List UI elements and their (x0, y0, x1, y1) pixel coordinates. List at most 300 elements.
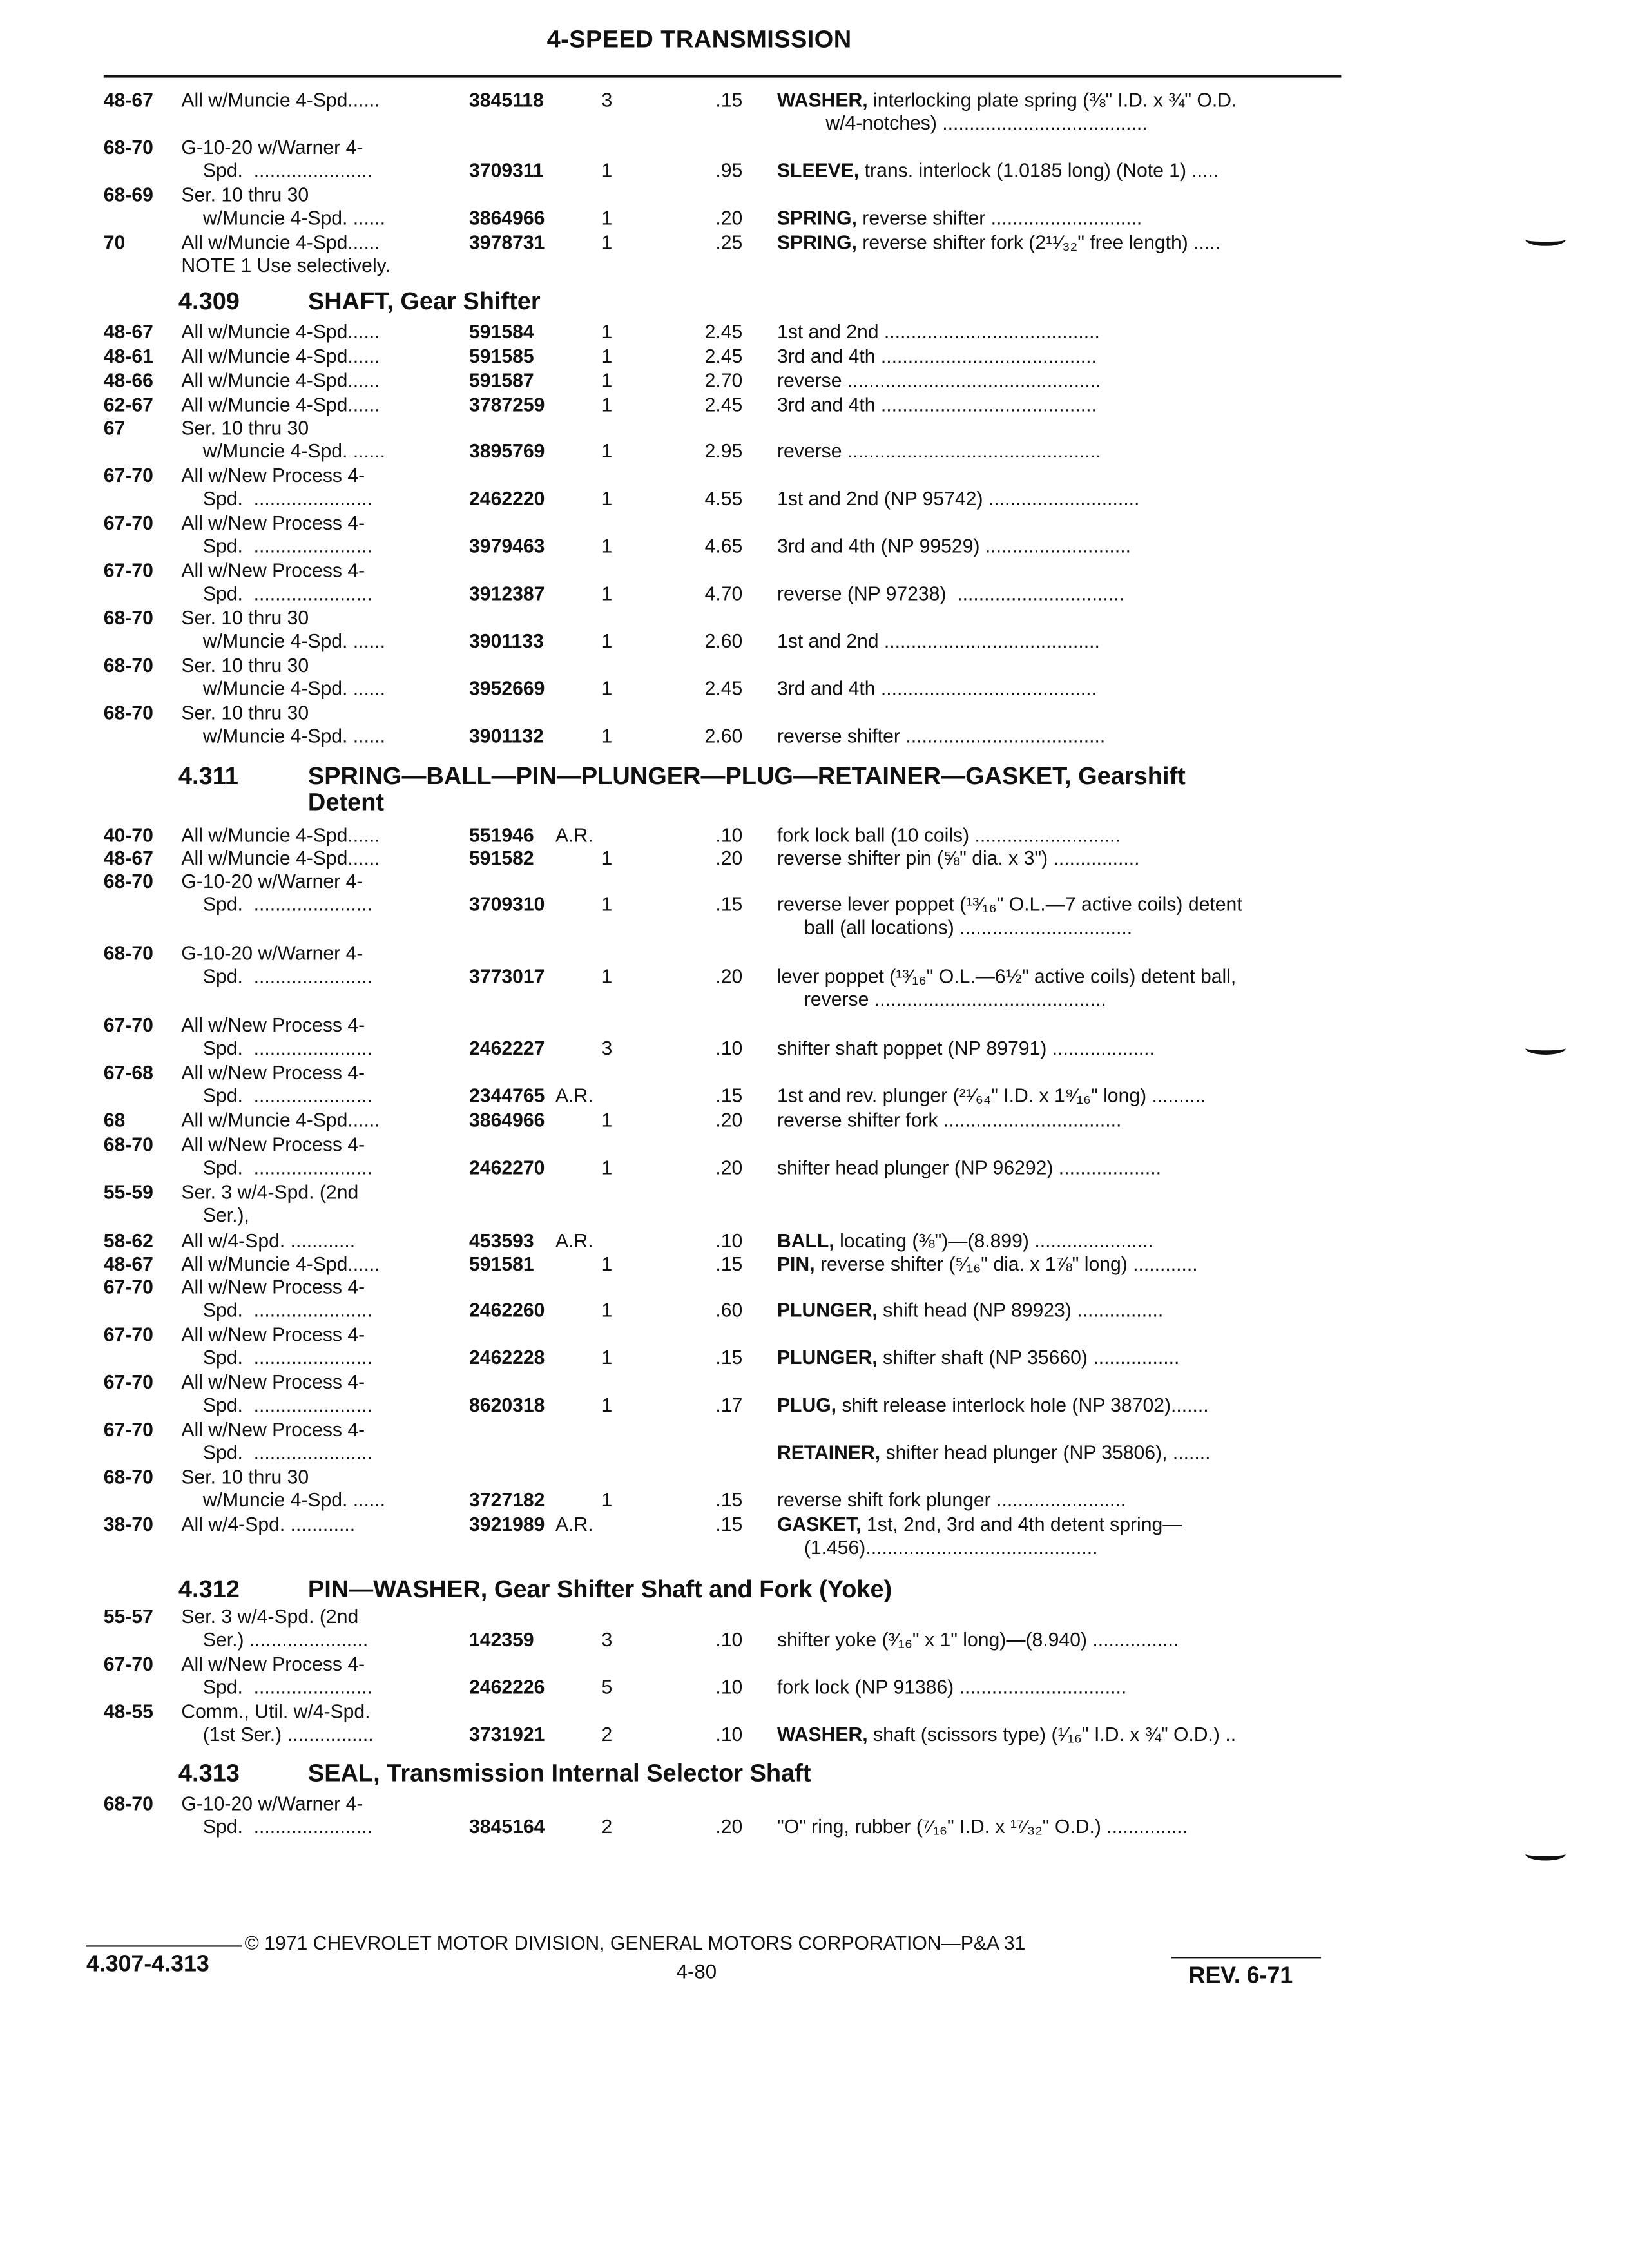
part-number: 2462228 (469, 1347, 545, 1369)
description (777, 1110, 1121, 1133)
model-years: 48-67 (103, 89, 153, 111)
part-number: 453593 (469, 1230, 534, 1252)
model-years: 68-70 (103, 655, 153, 677)
quantity: 1 (601, 1157, 613, 1179)
application: Spd. ...................... (181, 582, 372, 604)
part-number: 3895769 (469, 440, 545, 462)
description (777, 917, 1132, 940)
application: All w/New Process 4- (181, 1014, 365, 1036)
quantity: 1 (601, 369, 613, 392)
price: .15 (715, 1489, 743, 1511)
description-text: 3rd and 4th ........................................ (776, 345, 1097, 367)
model-years: 68 (103, 1109, 126, 1131)
description (777, 488, 1139, 511)
price: .17 (715, 1394, 743, 1416)
description-text: shift release interlock hole (NP 38702)....... (836, 1394, 1209, 1416)
model-years: 67-70 (103, 512, 153, 534)
section-number: 4.312 (178, 1575, 240, 1603)
section-number: 4.313 (178, 1760, 240, 1787)
application: w/Muncie 4-Spd. ...... (181, 440, 386, 462)
application: Ser. 3 w/4-Spd. (2nd (181, 1181, 359, 1203)
description-text: 1st and 2nd ........................................ (776, 321, 1100, 343)
application: w/Muncie 4-Spd. ...... (181, 677, 386, 700)
description-text: shifter yoke (³⁄₁₆" x 1" long)—(8.940) ................ (776, 1629, 1179, 1651)
model-years: 68-70 (103, 1466, 153, 1488)
part-number: 142359 (469, 1629, 534, 1651)
price: 2.45 (704, 394, 743, 416)
quantity: 1 (601, 231, 613, 254)
description (777, 1537, 1098, 1560)
model-years: 48-67 (103, 1253, 153, 1275)
description (777, 965, 1236, 988)
application: Spd. ...................... (181, 1037, 372, 1059)
description (777, 1724, 1236, 1747)
description (777, 1677, 1126, 1700)
model-years: 48-55 (103, 1700, 153, 1723)
description-text: shifter shaft poppet (NP 89791) ................... (776, 1037, 1155, 1059)
application: All w/4-Spd. ............ (181, 1514, 356, 1535)
quantity: 1 (601, 488, 613, 510)
application: Spd. ...................... (181, 1676, 372, 1698)
description-text: reverse shifter ..................................... (776, 725, 1106, 747)
application: G-10-20 w/Warner 4- (181, 870, 363, 892)
part-number: 3901132 (469, 725, 544, 747)
model-years: 48-61 (103, 345, 153, 367)
quantity: 1 (601, 321, 613, 343)
price: .10 (715, 1230, 743, 1252)
description (777, 1629, 1179, 1652)
model-years: 67-70 (103, 1653, 153, 1675)
description (777, 440, 1101, 463)
section-title: SEAL, Transmission Internal Selector Shaft (307, 1760, 811, 1787)
part-number: 3773017 (469, 965, 545, 987)
description-text: ball (all locations) ................................ (776, 916, 1133, 939)
description-keyword: PLUNGER, (776, 1347, 878, 1369)
application: G-10-20 w/Warner 4- (181, 1792, 363, 1815)
application: All w/Muncie 4-Spd...... (181, 847, 380, 869)
description (777, 1816, 1188, 1839)
description-text: 1st and 2nd (NP 95742) ............................ (776, 488, 1140, 510)
application: G-10-20 w/Warner 4- (181, 942, 363, 965)
quantity: 1 (601, 847, 613, 869)
description (777, 1300, 1163, 1323)
price: 2.45 (704, 345, 743, 367)
quantity: 3 (601, 1629, 613, 1651)
application: Ser. 3 w/4-Spd. (2nd (181, 1606, 359, 1628)
description-text: 1st and 2nd ........................................ (776, 630, 1100, 652)
quantity: 1 (601, 630, 613, 652)
price: .10 (715, 1676, 743, 1698)
quantity: 3 (601, 1037, 613, 1059)
application: All w/New Process 4- (181, 1323, 365, 1346)
description (777, 1085, 1206, 1108)
model-years: 48-67 (103, 321, 153, 343)
application: G-10-20 w/Warner 4- (181, 137, 363, 159)
price: .25 (715, 231, 743, 254)
description-text: reverse ............................................... (776, 369, 1101, 392)
quantity: 1 (601, 1489, 613, 1511)
quantity: 1 (601, 159, 613, 182)
quantity: 1 (601, 345, 613, 367)
description (777, 1230, 1153, 1253)
model-years: 68-70 (103, 702, 153, 724)
price: 4.70 (704, 582, 743, 604)
model-years: 67-70 (103, 465, 153, 486)
description-text: reverse shift fork plunger ........................ (776, 1489, 1126, 1511)
description-text: shifter head plunger (NP 96292) ................... (776, 1157, 1161, 1179)
description (777, 345, 1097, 369)
application: All w/Muncie 4-Spd...... (181, 1109, 380, 1131)
model-years: 58-62 (103, 1230, 153, 1252)
model-years: 70 (103, 231, 126, 254)
description-text: reverse ............................................... (776, 440, 1101, 462)
description-text: 1st and rev. plunger (²¹⁄₆₄" I.D. x 1⁹⁄₁₆" long) .......... (776, 1084, 1206, 1107)
model-years: 68-70 (103, 1133, 153, 1156)
description-keyword: SLEEVE, (776, 159, 860, 182)
quantity: 1 (601, 1299, 613, 1321)
application: Ser.) ...................... (181, 1629, 369, 1651)
quantity: 1 (601, 1253, 613, 1275)
description-text: reverse shifter fork (2¹¹⁄₃₂" free length) ..... (856, 231, 1221, 254)
application: Spd. ...................... (181, 1394, 372, 1416)
application: All w/Muncie 4-Spd...... (181, 824, 380, 847)
description (777, 894, 1242, 917)
application: All w/New Process 4- (181, 1653, 365, 1675)
description-text: w/4-notches) ...................................... (776, 112, 1148, 134)
part-number: 591584 (469, 321, 534, 343)
section-number: 4.309 (178, 287, 240, 316)
price: 4.65 (704, 535, 743, 557)
application: All w/New Process 4- (181, 465, 365, 486)
part-number: 3731921 (469, 1724, 545, 1745)
description (777, 1253, 1198, 1276)
price: .15 (715, 1253, 743, 1275)
part-number: 2462220 (469, 488, 545, 510)
price: .10 (715, 1724, 743, 1745)
application: Spd. ...................... (181, 893, 372, 916)
application: Spd. ...................... (181, 1816, 372, 1838)
application: All w/New Process 4- (181, 1276, 365, 1298)
description-text: fork lock (NP 91386) ............................... (776, 1676, 1127, 1698)
model-years: 40-70 (103, 824, 153, 847)
application: Ser. 10 thru 30 (181, 702, 309, 724)
application: All w/New Process 4- (181, 559, 365, 582)
application: NOTE 1 Use selectively. (181, 255, 390, 276)
model-years: 48-67 (103, 847, 153, 869)
part-number: 3727182 (469, 1489, 545, 1511)
model-years: 67 (103, 417, 126, 439)
application: All w/New Process 4- (181, 1418, 365, 1441)
model-years: 48-66 (103, 369, 153, 392)
application: w/Muncie 4-Spd. ...... (181, 630, 386, 652)
footer-page-range: 4.307-4.313 (86, 1952, 209, 1977)
description (777, 1394, 1209, 1418)
part-number: 3912387 (469, 582, 545, 604)
part-number: 2462260 (469, 1299, 545, 1321)
application: w/Muncie 4-Spd. ...... (181, 1489, 386, 1511)
price: .60 (715, 1299, 743, 1321)
part-number: 2462227 (469, 1037, 545, 1059)
part-number: 2462226 (469, 1676, 545, 1698)
application: Spd. ...................... (181, 965, 372, 987)
description-text: 3rd and 4th ........................................ (776, 394, 1097, 416)
application: Ser. 10 thru 30 (181, 655, 309, 677)
quantity: 2 (601, 1724, 613, 1745)
application: Spd. ...................... (181, 1084, 372, 1107)
header-rule (104, 75, 1342, 77)
description-text: "O" ring, rubber (⁷⁄₁₆" I.D. x ¹⁷⁄₃₂" O.D.) ............... (776, 1816, 1188, 1838)
description-keyword: WASHER, (776, 1724, 868, 1745)
description-keyword: WASHER, (776, 89, 868, 111)
price: .95 (715, 159, 743, 182)
quantity: 1 (601, 394, 613, 416)
application: All w/Muncie 4-Spd...... (181, 369, 380, 392)
application: All w/New Process 4- (181, 1062, 365, 1084)
description (777, 678, 1097, 701)
description-text: reverse shifter (⁵⁄₁₆" dia. x 1⅞" long) ............ (815, 1253, 1198, 1275)
description-text: reverse (NP 97238) ............................... (776, 582, 1124, 604)
part-number: 3864966 (469, 207, 545, 229)
description-text: (1.456)........................................... (776, 1537, 1098, 1559)
price: .15 (715, 893, 743, 916)
quantity: 1 (601, 1347, 613, 1369)
description (777, 630, 1100, 653)
quantity: 1 (601, 207, 613, 229)
part-number: 3845164 (469, 1816, 545, 1838)
footer-rule-right (1171, 1957, 1321, 1958)
part-number: 591581 (469, 1253, 534, 1275)
application: All w/New Process 4- (181, 1371, 365, 1393)
section-title: SHAFT, Gear Shifter (307, 287, 541, 316)
part-number: 3901133 (469, 630, 544, 652)
model-years: 67-70 (103, 559, 153, 582)
footer-revision: REV. 6-71 (1188, 1964, 1293, 1989)
description (777, 89, 1237, 112)
application: All w/Muncie 4-Spd...... (181, 394, 380, 416)
description-text: 1st, 2nd, 3rd and 4th detent spring— (861, 1514, 1182, 1535)
application: Spd. ...................... (181, 488, 372, 510)
application: Spd. ...................... (181, 159, 372, 182)
part-number: 3864966 (469, 1109, 545, 1131)
model-years: 38-70 (103, 1514, 153, 1535)
quantity: A.R. (555, 1084, 593, 1107)
model-years: 67-70 (103, 1276, 153, 1298)
description-keyword: SPRING, (776, 207, 857, 229)
application: Ser.), (181, 1204, 249, 1226)
price: .15 (715, 1347, 743, 1369)
part-number: 8620318 (469, 1394, 545, 1416)
description (777, 112, 1148, 135)
quantity: 1 (601, 725, 613, 747)
description-keyword: PLUG, (776, 1394, 837, 1416)
application: Ser. 10 thru 30 (181, 607, 309, 629)
part-number: 3709310 (469, 893, 545, 916)
price: 2.95 (704, 440, 743, 462)
part-number: 3709311 (469, 159, 544, 182)
price: .20 (715, 847, 743, 869)
description (777, 160, 1219, 183)
description-text: reverse shifter pin (⅝" dia. x 3") ................ (776, 847, 1140, 869)
model-years: 55-59 (103, 1181, 153, 1203)
description-text: locating (⅜")—(8.899) ...................... (834, 1230, 1153, 1252)
description (777, 370, 1101, 393)
description (777, 1037, 1155, 1061)
description-text: shaft (scissors type) (¹⁄₁₆" I.D. x ¾" O.D.) .. (867, 1724, 1237, 1745)
binder-mark (1525, 1042, 1566, 1055)
application: Ser. 10 thru 30 (181, 417, 309, 439)
part-number: 3787259 (469, 394, 545, 416)
description (777, 232, 1220, 255)
model-years: 68-70 (103, 137, 153, 159)
part-number: 2462270 (469, 1157, 545, 1179)
model-years: 55-57 (103, 1606, 153, 1628)
price: .15 (715, 1084, 743, 1107)
description (777, 726, 1105, 749)
price: 4.55 (704, 488, 743, 510)
application: All w/New Process 4- (181, 512, 365, 534)
price: 2.45 (704, 677, 743, 700)
quantity: 5 (601, 1676, 613, 1698)
quantity: A.R. (555, 1230, 593, 1252)
model-years: 67-70 (103, 1418, 153, 1441)
price: .20 (715, 965, 743, 987)
price: .20 (715, 1109, 743, 1131)
application: w/Muncie 4-Spd. ...... (181, 725, 386, 747)
model-years: 68-70 (103, 607, 153, 629)
model-years: 62-67 (103, 394, 153, 416)
description-text: 3rd and 4th (NP 99529) ........................... (776, 535, 1132, 557)
application: All w/Muncie 4-Spd...... (181, 231, 380, 254)
quantity: 1 (601, 535, 613, 557)
price: .10 (715, 824, 743, 847)
quantity: 1 (601, 965, 613, 987)
description-text: reverse shifter fork ................................. (776, 1109, 1122, 1131)
quantity: 1 (601, 677, 613, 700)
quantity: 1 (601, 440, 613, 462)
description-keyword: PLUNGER, (776, 1299, 878, 1321)
quantity: 3 (601, 89, 613, 111)
price: .20 (715, 207, 743, 229)
quantity: 2 (601, 1816, 613, 1838)
quantity: 1 (601, 1394, 613, 1416)
part-number: 551946 (469, 824, 534, 847)
quantity: 1 (601, 582, 613, 604)
description-text: interlocking plate spring (⅜" I.D. x ¾" O.D. (867, 89, 1237, 111)
price: .20 (715, 1157, 743, 1179)
description-text: trans. interlock (1.0185 long) (Note 1) ..... (859, 159, 1219, 182)
description-text: 3rd and 4th ........................................ (776, 677, 1097, 700)
section-title: PIN—WASHER, Gear Shifter Shaft and Fork (Yoke) (307, 1575, 892, 1603)
model-years: 68-70 (103, 870, 153, 892)
footer-rule-left (86, 1945, 242, 1946)
description (777, 394, 1097, 418)
description-keyword: RETAINER, (776, 1441, 881, 1464)
price: 2.45 (704, 321, 743, 343)
price: .20 (715, 1816, 743, 1838)
part-number: 3978731 (469, 231, 545, 254)
part-number: 3921989 (469, 1514, 545, 1535)
description (777, 988, 1106, 1012)
description-text: shift head (NP 89923) ................ (877, 1299, 1164, 1321)
application: All w/Muncie 4-Spd...... (181, 89, 380, 111)
footer-page-number: 4-80 (676, 1959, 717, 1983)
description-keyword: GASKET, (776, 1514, 862, 1535)
description-keyword: PIN, (776, 1253, 815, 1275)
description (777, 207, 1142, 231)
binder-mark (1525, 233, 1566, 246)
application: Ser. 10 thru 30 (181, 184, 309, 206)
price: 2.70 (704, 369, 743, 392)
model-years: 67-70 (103, 1371, 153, 1393)
application: Spd. ...................... (181, 1347, 372, 1369)
quantity: 1 (601, 1109, 613, 1131)
section-number: 4.311 (178, 762, 238, 791)
description (777, 1514, 1182, 1537)
price: .15 (715, 1514, 743, 1535)
application: All w/Muncie 4-Spd...... (181, 321, 380, 343)
quantity: A.R. (555, 1514, 593, 1535)
description-text: reverse lever poppet (¹³⁄₁₆" O.L.—7 active coils) detent (776, 893, 1242, 916)
application: Comm., Util. w/4-Spd. (181, 1700, 371, 1723)
binder-mark (1525, 1847, 1566, 1860)
description (777, 825, 1121, 848)
application: All w/4-Spd. ............ (181, 1230, 356, 1252)
part-number: 3845118 (469, 89, 544, 111)
application: Spd. ...................... (181, 1157, 372, 1179)
description-text: lever poppet (¹³⁄₁₆" O.L.—6½" active coils) detent ball, (776, 965, 1237, 987)
footer-copyright: © 1971 CHEVROLET MOTOR DIVISION, GENERAL MOTORS CORPORATION—P&A 31 (244, 1932, 1026, 1954)
model-years: 67-70 (103, 1323, 153, 1346)
description (777, 1347, 1179, 1370)
description-text: shifter head plunger (NP 35806), ....... (880, 1441, 1211, 1464)
part-number: 591582 (469, 847, 534, 869)
part-number: 2344765 (469, 1084, 545, 1107)
model-years: 67-70 (103, 1014, 153, 1036)
part-number: 591587 (469, 369, 534, 392)
price: .10 (715, 1037, 743, 1059)
section-title: SPRING—BALL—PIN—PLUNGER—PLUG—RETAINER—GASKET, Gearshift (307, 762, 1186, 791)
model-years: 68-69 (103, 184, 153, 206)
price: .10 (715, 1629, 743, 1651)
description (777, 1489, 1126, 1512)
application: (1st Ser.) ................ (181, 1724, 374, 1745)
model-years: 68-70 (103, 1792, 153, 1815)
model-years: 67-68 (103, 1062, 153, 1084)
description (777, 535, 1131, 559)
price: 2.60 (704, 630, 743, 652)
application: Spd. ...................... (181, 1299, 372, 1321)
price: .15 (715, 89, 743, 111)
description (777, 321, 1100, 344)
application: Spd. ...................... (181, 535, 372, 557)
quantity: A.R. (555, 824, 593, 847)
page-header: 4-SPEED TRANSMISSION (546, 26, 852, 53)
quantity: 1 (601, 893, 613, 916)
description (777, 1442, 1211, 1465)
application: All w/Muncie 4-Spd...... (181, 1253, 380, 1275)
description-keyword: BALL, (776, 1230, 834, 1252)
price: 2.60 (704, 725, 743, 747)
description (777, 582, 1124, 606)
part-number: 3979463 (469, 535, 545, 557)
part-number: 591585 (469, 345, 534, 367)
application: All w/New Process 4- (181, 1133, 365, 1156)
part-number: 3952669 (469, 677, 545, 700)
application: Spd. ...................... (181, 1441, 372, 1464)
model-years: 68-70 (103, 942, 153, 965)
description-text: fork lock ball (10 coils) ........................... (776, 824, 1121, 847)
description-text: reverse ........................................... (776, 988, 1106, 1010)
